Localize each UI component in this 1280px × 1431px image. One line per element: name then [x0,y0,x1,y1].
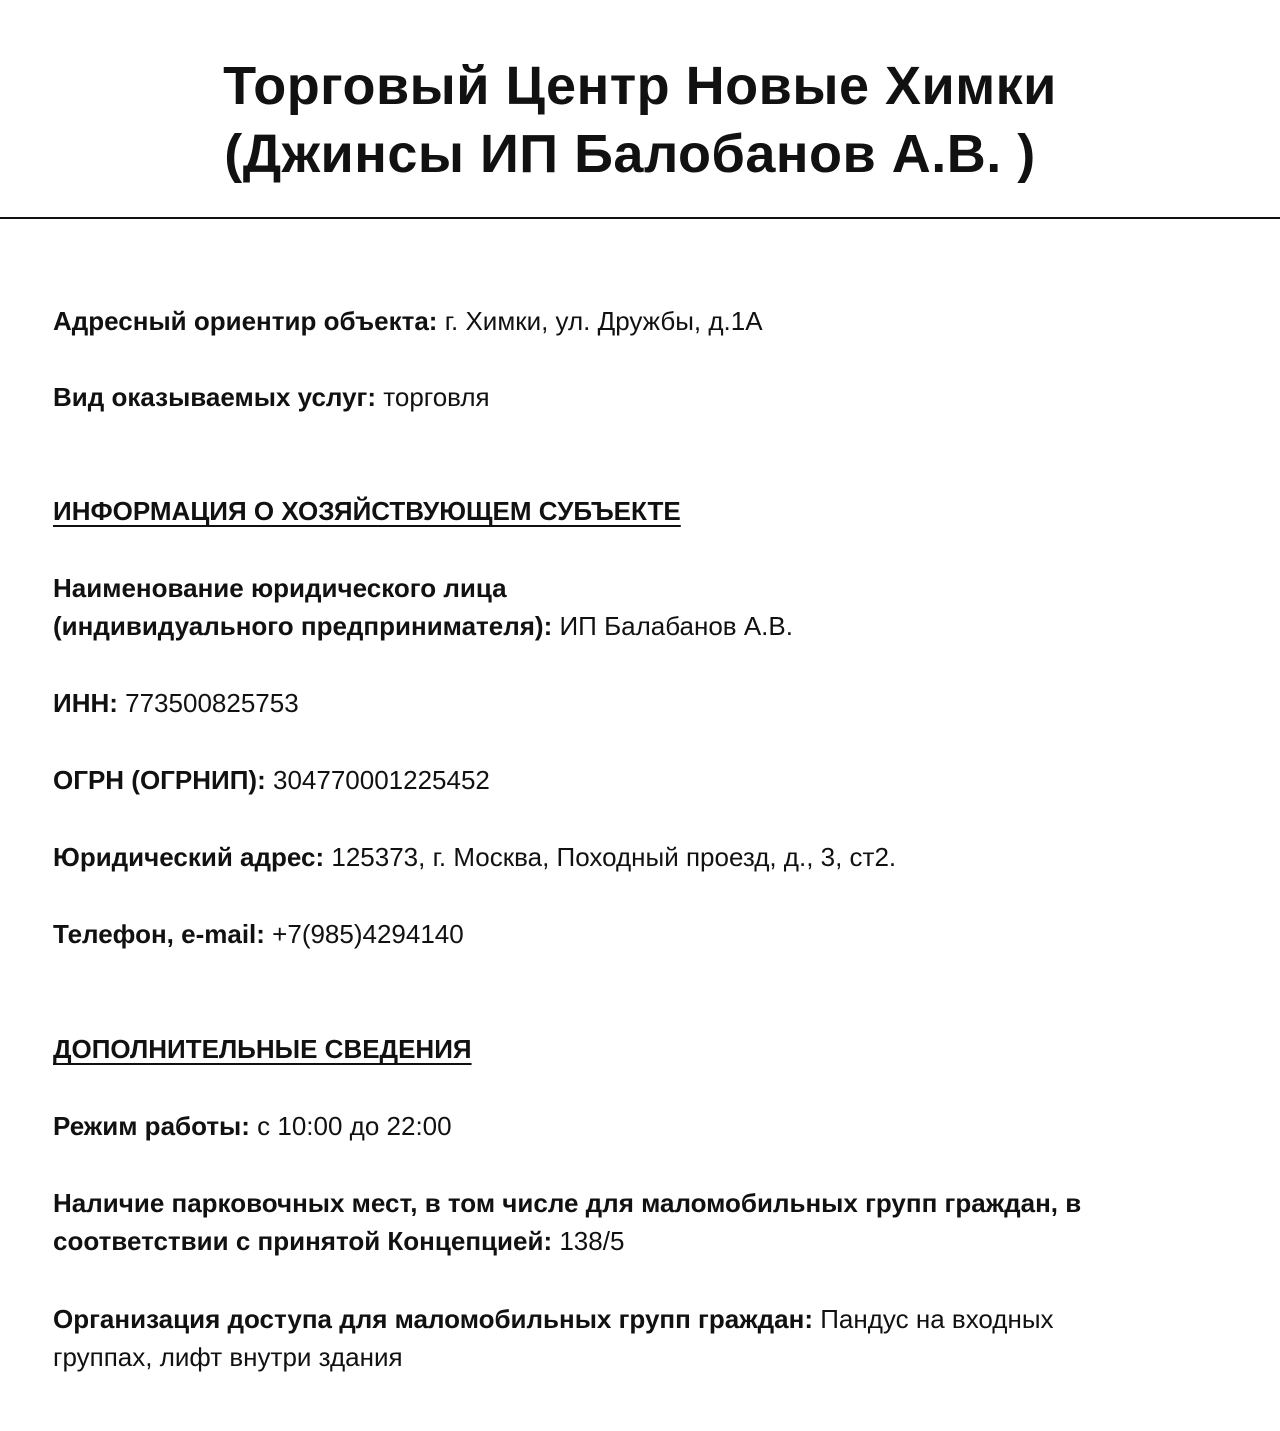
page-title [0,52,1280,188]
legal-address-value: 125373, г. Москва, Походный проезд, д., 3, ст2. [331,842,897,872]
title-line-1: Торговый Центр Новые Химки [223,56,1057,116]
ogrn-value: 304770001225452 [272,765,490,795]
access-row [53,1300,1233,1376]
entity-section-heading: ИНФОРМАЦИЯ О ХОЗЯЙСТВУЮЩЕМ СУБЪЕКТЕ [53,496,681,526]
legal-address-row [53,838,1233,876]
inn-label: ИНН: [53,688,118,718]
inn-row [53,684,1233,722]
access-value-line-1: Пандус на входных [820,1304,1054,1334]
contact-label: Телефон, e-mail: [53,919,265,949]
address-row [53,302,1233,340]
contact-row [53,915,1233,953]
title-line-2: (Джинсы ИП Балобанов А.В. ) [224,124,1036,184]
title-divider [0,217,1280,219]
ogrn-row [53,761,1233,799]
services-value: торговля [383,382,490,412]
services-label: Вид оказываемых услуг: [53,382,377,412]
legal-address-label: Юридический адрес: [53,842,325,872]
entity-name-value: ИП Балабанов А.В. [559,611,793,641]
hours-value: с 10:00 до 22:00 [257,1111,452,1141]
access-label: Организация доступа для маломобильных групп граждан: [53,1304,813,1334]
additional-section-heading: ДОПОЛНИТЕЛЬНЫЕ СВЕДЕНИЯ [53,1034,472,1064]
parking-label-line-1: Наличие парковочных мест, в том числе для маломобильных групп граждан, в [53,1188,1082,1218]
entity-name-label-line-1: Наименование юридического лица [53,573,507,603]
hours-label: Режим работы: [53,1111,250,1141]
address-label: Адресный ориентир объекта: [53,306,438,336]
entity-name-row [53,569,1233,645]
ogrn-label: ОГРН (ОГРНИП): [53,765,266,795]
inn-value: 773500825753 [125,688,299,718]
entity-name-label-line-2: (индивидуального предпринимателя): [53,611,553,641]
services-row [53,378,1233,416]
parking-row [53,1184,1233,1260]
contact-value: +7(985)4294140 [272,919,464,949]
access-value-line-2: группах, лифт внутри здания [53,1342,403,1372]
parking-label-line-2: соответствии с принятой Концепцией: [53,1226,553,1256]
parking-value: 138/5 [559,1226,625,1256]
address-value: г. Химки, ул. Дружбы, д.1А [444,306,763,336]
hours-row [53,1107,1233,1145]
